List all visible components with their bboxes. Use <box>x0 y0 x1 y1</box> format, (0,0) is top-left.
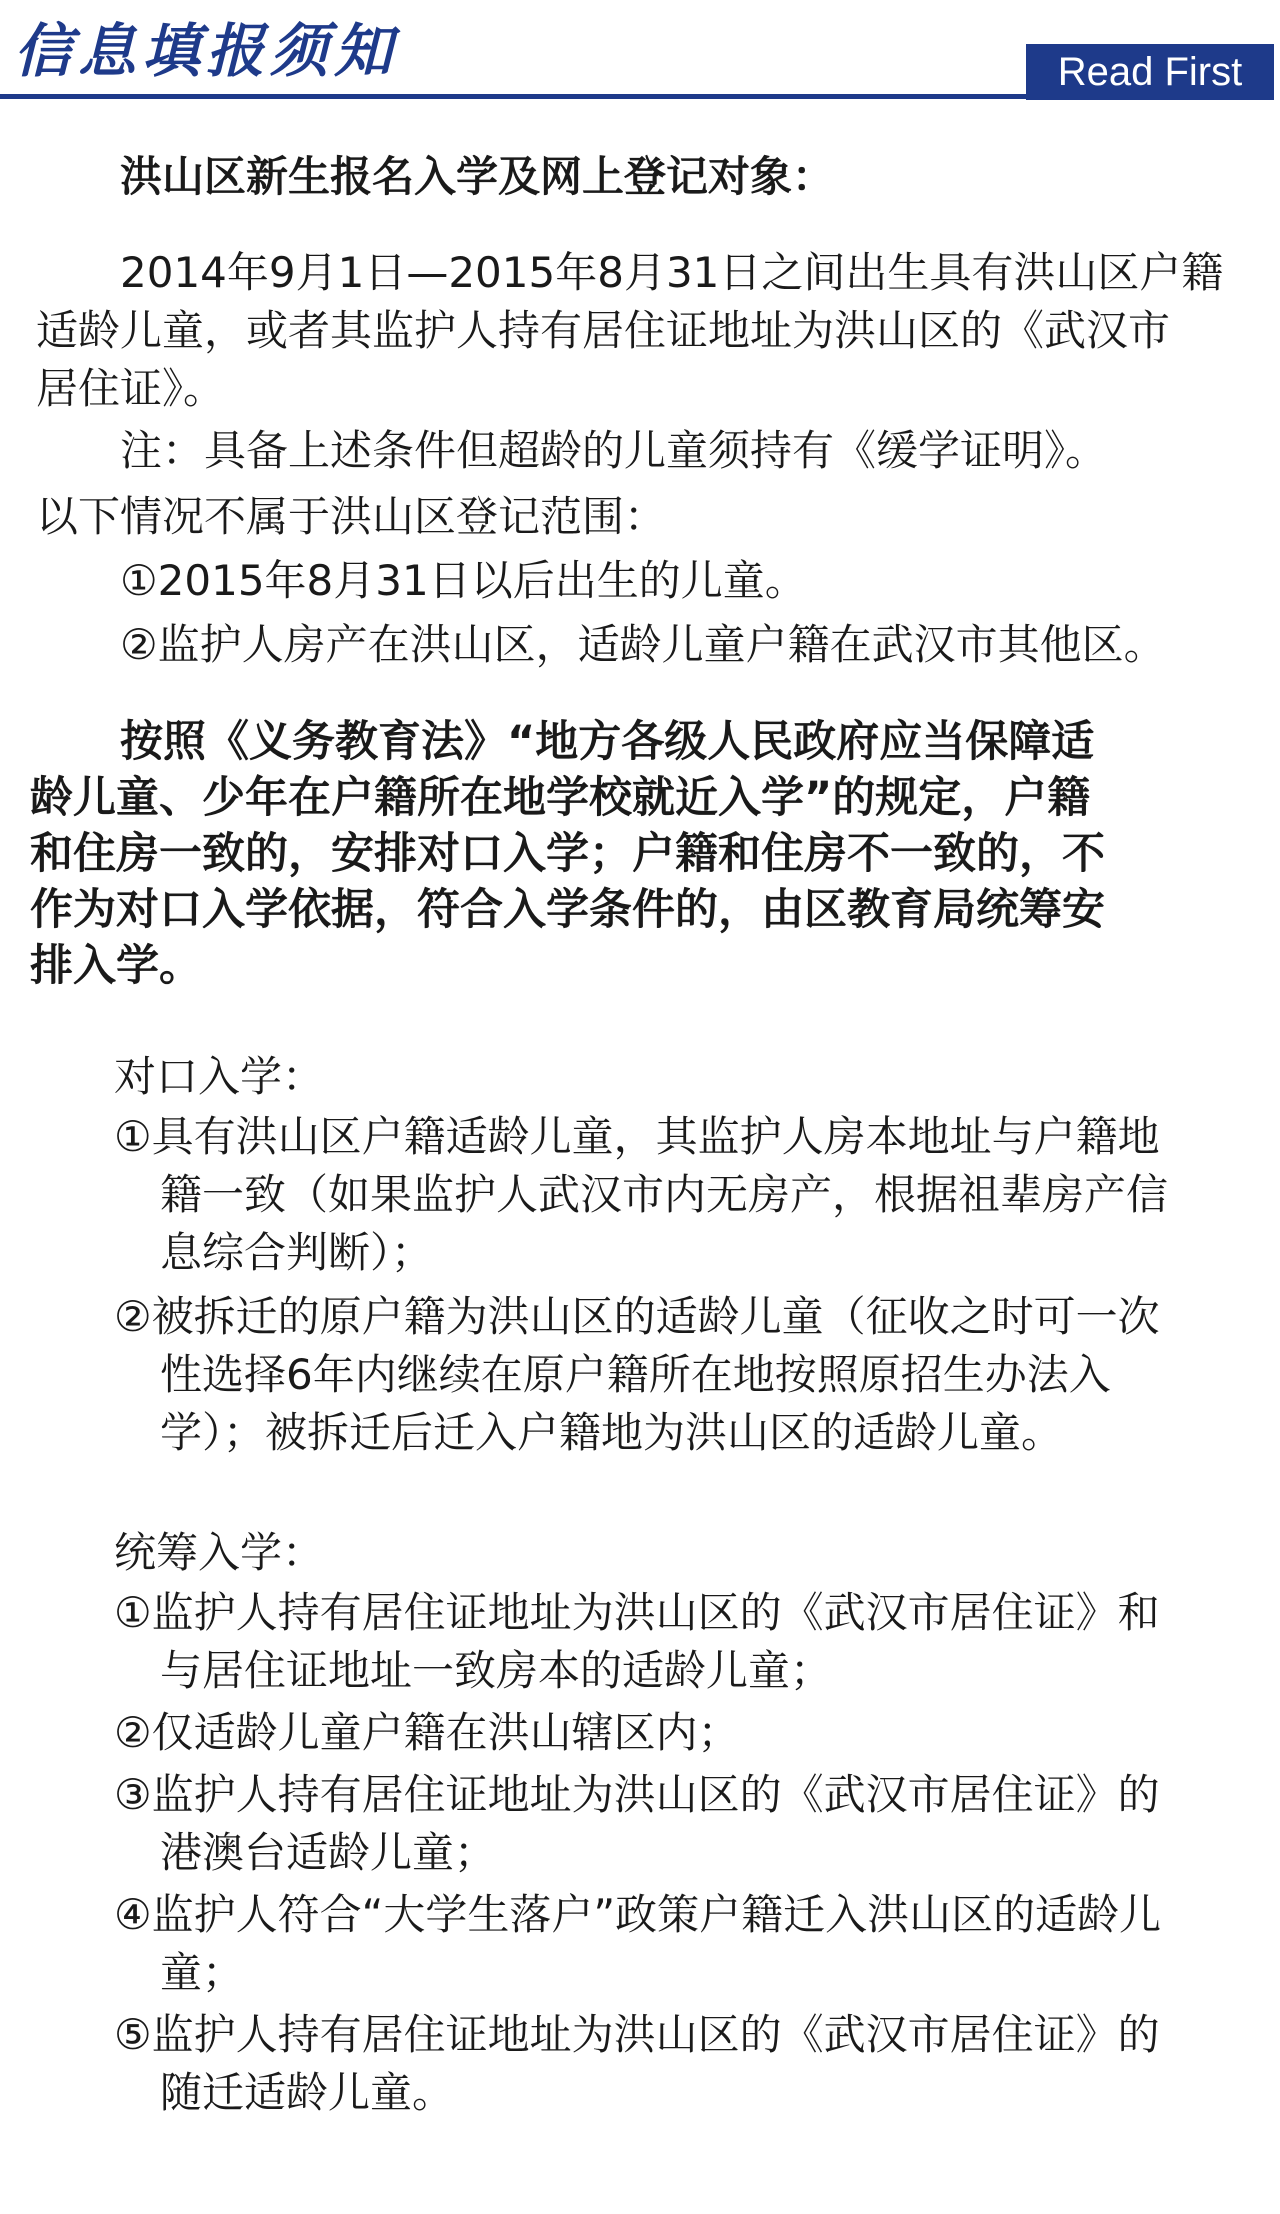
coordinated-admission-line: ①监护人持有居住证地址为洪山区的《武汉市居住证》和 <box>114 1588 1160 1637</box>
scope-heading: 洪山区新生报名入学及网上登记对象： <box>120 152 835 201</box>
coordinated-admission-line: 随迁适龄儿童。 <box>160 2068 455 2117</box>
law-line: 龄儿童、少年在户籍所在地学校就近入学”的规定，户籍 <box>30 773 1091 823</box>
coordinated-admission-heading: 统筹入学： <box>114 1528 325 1577</box>
scope-line: 适龄儿童，或者其监护人持有居住证地址为洪山区的《武汉市 <box>36 306 1171 355</box>
direct-admission-line: ②被拆迁的原户籍为洪山区的适龄儿童（征收之时可一次 <box>114 1292 1160 1341</box>
page-title: 信息填报须知 <box>14 17 399 85</box>
law-line: 作为对口入学依据，符合入学条件的，由区教育局统筹安 <box>30 885 1105 935</box>
coordinated-admission-line: ⑤监护人持有居住证地址为洪山区的《武汉市居住证》的 <box>114 2010 1160 2059</box>
scope-line: 居住证》。 <box>36 364 226 413</box>
direct-admission-heading: 对口入学： <box>114 1052 325 1101</box>
law-line: 排入学。 <box>30 941 202 991</box>
coordinated-admission-line: ②仅适龄儿童户籍在洪山辖区内； <box>114 1708 740 1757</box>
direct-admission-line: ①具有洪山区户籍适龄儿童，其监护人房本地址与户籍地 <box>114 1112 1160 1161</box>
direct-admission-line: 籍一致（如果监护人武汉市内无房产，根据祖辈房产信 <box>160 1170 1169 1219</box>
scope-line: 2014年9月1日—2015年8月31日之间出生具有洪山区户籍 <box>120 248 1224 297</box>
page-header <box>0 0 1280 102</box>
law-line: 和住房一致的，安排对口入学；户籍和住房不一致的，不 <box>30 829 1105 879</box>
direct-admission-line: 性选择6年内继续在原户籍所在地按照原招生办法入 <box>160 1350 1111 1399</box>
coordinated-admission-line: ④监护人符合“大学生落户”政策户籍迁入洪山区的适龄儿 <box>114 1890 1162 1939</box>
law-line: 按照《义务教育法》“地方各级人民政府应当保障适 <box>120 717 1095 767</box>
exclusion-item: ①2015年8月31日以后出生的儿童。 <box>120 556 807 605</box>
direct-admission-line: 学）；被拆迁后迁入户籍地为洪山区的适龄儿童。 <box>160 1408 1064 1457</box>
exclusion-heading: 以下情况不属于洪山区登记范围： <box>36 492 667 541</box>
read-first-badge: Read First <box>1026 44 1274 100</box>
exclusion-item: ②监护人房产在洪山区，适龄儿童户籍在武汉市其他区。 <box>120 620 1166 669</box>
coordinated-admission-line: 与居住证地址一致房本的适龄儿童； <box>160 1646 833 1695</box>
scope-note: 注：具备上述条件但超龄的儿童须持有《缓学证明》。 <box>120 426 1108 475</box>
coordinated-admission-line: 童； <box>160 1948 245 1997</box>
coordinated-admission-line: 港澳台适龄儿童； <box>160 1828 497 1877</box>
coordinated-admission-line: ③监护人持有居住证地址为洪山区的《武汉市居住证》的 <box>114 1770 1160 1819</box>
header-divider <box>0 94 1026 99</box>
direct-admission-line: 息综合判断）； <box>160 1228 434 1277</box>
